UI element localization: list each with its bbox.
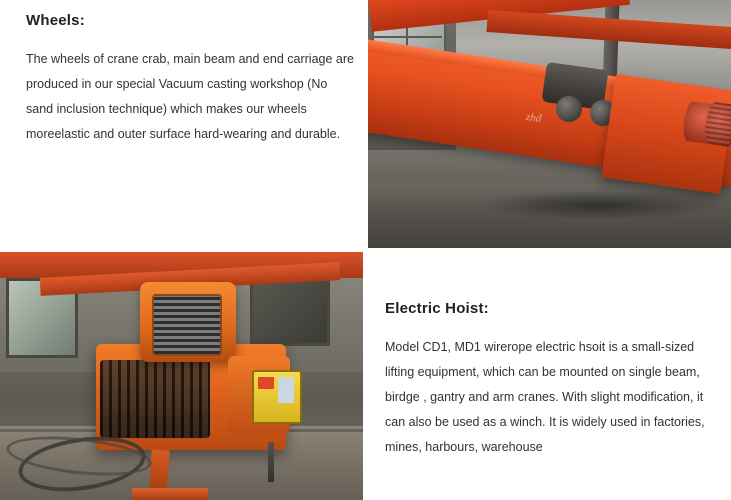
electric-hoist-heading: Electric Hoist:: [385, 300, 489, 317]
crane-girder-image: [368, 0, 731, 248]
wheels-text-block: [26, 12, 356, 147]
wheels-body-text: The wheels of crane crab, main beam and end carriage are produced in our special Vacuum casting workshop (No sand inclusion technique) which makes our wheels moreelastic and outer surface hard-wearing and durable.: [26, 52, 354, 141]
window-transom: [372, 36, 442, 38]
hoist-control-box: [252, 370, 302, 424]
motor-cooling-grille: [152, 294, 222, 356]
control-box-label-red: [258, 377, 274, 389]
girder-shadow: [478, 190, 718, 220]
hoist-wire-rope-drum: [100, 360, 210, 438]
image-watermark: zhd: [525, 110, 543, 126]
hoist-base-foot: [132, 488, 208, 500]
electric-hoist-body-text: Model CD1, MD1 wirerope electric hsoit is a small-sized lifting equipment, which can be mounted on single beam, birdge , gantry and arm cranes. With slight modification, it can also be used as a winch. It is widely used in factories, mines, harbours, warehouse: [385, 340, 705, 454]
electric-hoist-image: [0, 252, 363, 500]
electric-hoist-text-block: [385, 300, 715, 460]
hoist-hook-rope: [268, 442, 274, 482]
control-box-label-white: [278, 377, 294, 403]
wheels-heading: Wheels:: [26, 12, 85, 29]
